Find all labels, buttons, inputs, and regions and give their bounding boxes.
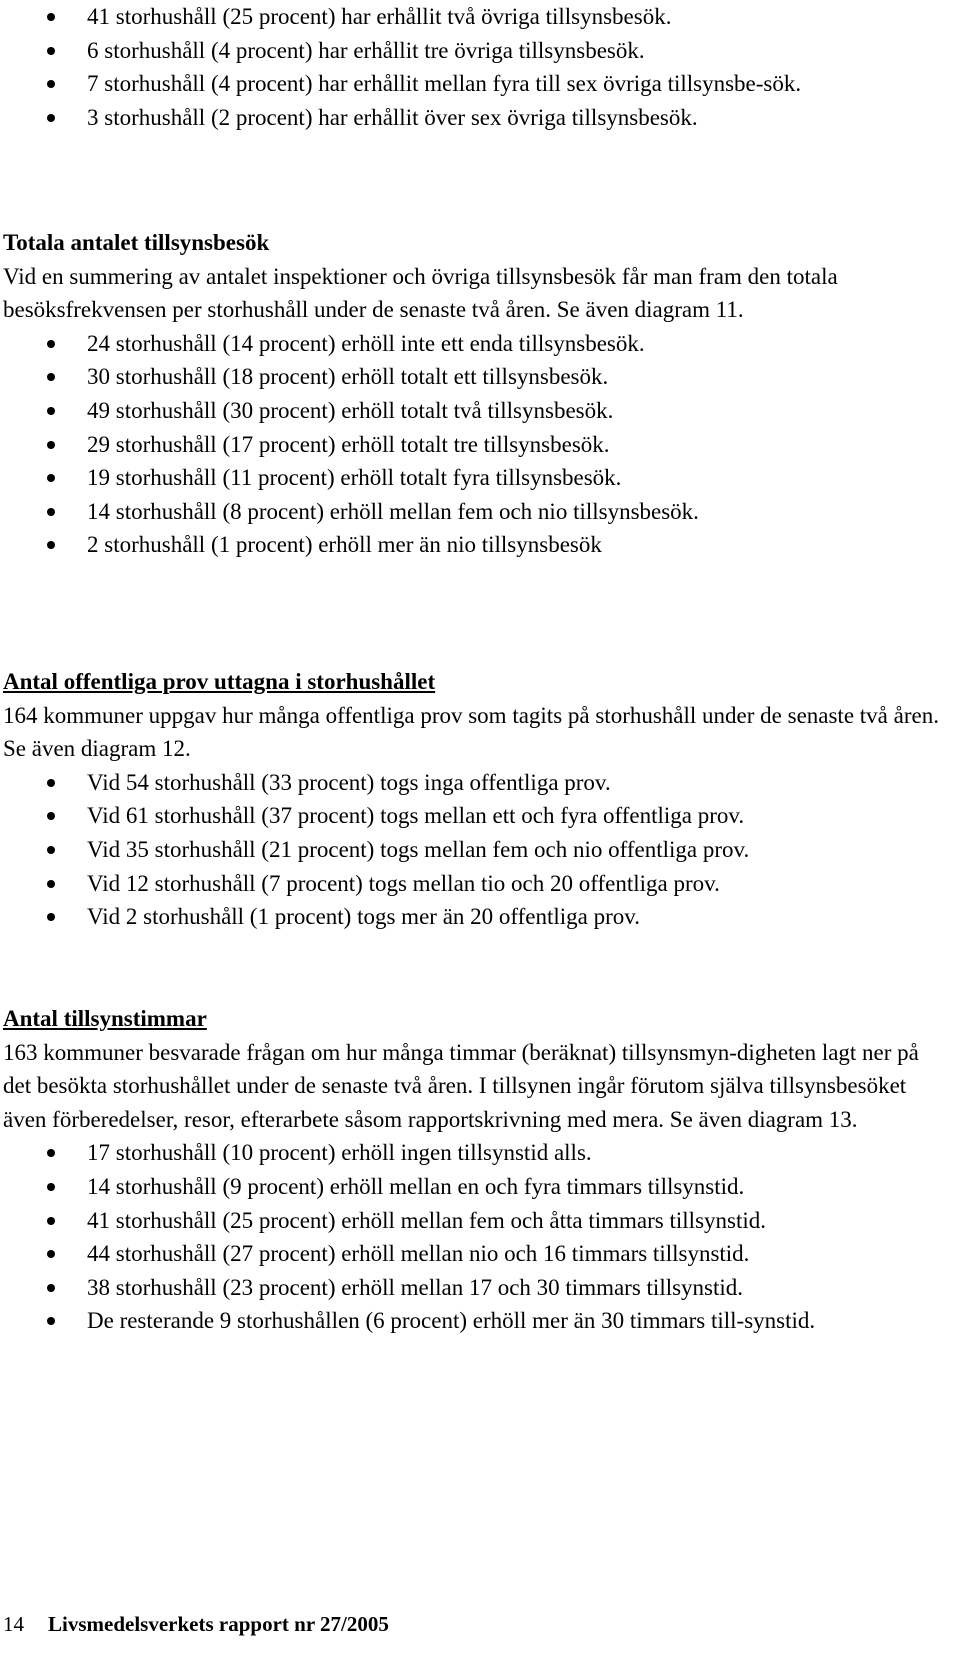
totala-section [3, 226, 948, 562]
list-item: Vid 54 storhushåll (33 procent) togs inga offentliga prov. [3, 766, 948, 800]
prov-bullet-list [3, 766, 948, 934]
bullet-icon [47, 812, 55, 820]
prov-paragraph: 164 kommuner uppgav hur många offentliga prov som tagits på storhushåll under de senaste två åren. Se även diagram 12. [3, 702, 939, 762]
timmar-bullet-list [3, 1136, 948, 1338]
report-title: Livsmedelsverkets rapport nr 27/2005 [48, 1612, 389, 1636]
bullet-icon [47, 913, 55, 921]
timmar-paragraph: 163 kommuner besvarade frågan om hur många timmar (beräknat) tillsynsmyn-digheten lagt ner på det besökta storhushållet under de senaste två åren. I tillsynen ingår förutom själva tillsynsbesöket även förberedelser, resor, efterarbete såsom rapportskrivning med mera. Se även diagram 13. [3, 1039, 919, 1132]
list-item: 29 storhushåll (17 procent) erhöll totalt tre tillsynsbesök. [3, 428, 948, 462]
list-item: 44 storhushåll (27 procent) erhöll mellan nio och 16 timmars tillsynstid. [3, 1237, 948, 1271]
totala-heading: Totala antalet tillsynsbesök [3, 230, 270, 255]
prov-heading: Antal offentliga prov uttagna i storhushållet [3, 669, 436, 694]
bullet-icon [47, 13, 55, 21]
bullet-icon [47, 1149, 55, 1157]
list-item: De resterande 9 storhushållen (6 procent) erhöll mer än 30 timmars till-synstid. [3, 1304, 948, 1338]
list-item: 38 storhushåll (23 procent) erhöll mellan 17 och 30 timmars tillsynstid. [3, 1271, 948, 1305]
timmar-section [3, 1002, 948, 1338]
bullet-icon [47, 1284, 55, 1292]
bullet-icon [47, 1217, 55, 1225]
bullet-icon [47, 1317, 55, 1325]
bullet-icon [47, 80, 55, 88]
bullet-icon [47, 47, 55, 55]
page-footer [3, 1610, 389, 1638]
list-item: 19 storhushåll (11 procent) erhöll totalt fyra tillsynsbesök. [3, 461, 948, 495]
list-item: Vid 61 storhushåll (37 procent) togs mellan ett och fyra offentliga prov. [3, 799, 948, 833]
list-item: Vid 2 storhushåll (1 procent) togs mer än 20 offentliga prov. [3, 900, 948, 934]
totala-bullet-list [3, 327, 948, 562]
bullet-icon [47, 1183, 55, 1191]
bullet-icon [47, 1250, 55, 1258]
list-item: 41 storhushåll (25 procent) har erhållit två övriga tillsynsbesök. [3, 0, 948, 34]
bullet-icon [47, 407, 55, 415]
list-item: 24 storhushåll (14 procent) erhöll inte ett enda tillsynsbesök. [3, 327, 948, 361]
intro-section [3, 0, 948, 134]
bullet-icon [47, 441, 55, 449]
bullet-icon [47, 880, 55, 888]
bullet-icon [47, 779, 55, 787]
bullet-icon [47, 474, 55, 482]
list-item: 17 storhushåll (10 procent) erhöll ingen tillsynstid alls. [3, 1136, 948, 1170]
bullet-icon [47, 373, 55, 381]
intro-bullet-list [3, 0, 948, 134]
list-item: 2 storhushåll (1 procent) erhöll mer än nio tillsynsbesök [3, 528, 948, 562]
list-item: 41 storhushåll (25 procent) erhöll mellan fem och åtta timmars tillsynstid. [3, 1204, 948, 1238]
list-item: Vid 12 storhushåll (7 procent) togs mellan tio och 20 offentliga prov. [3, 867, 948, 901]
bullet-icon [47, 114, 55, 122]
bullet-icon [47, 541, 55, 549]
bullet-icon [47, 508, 55, 516]
timmar-heading: Antal tillsynstimmar [3, 1006, 207, 1031]
list-item: 49 storhushåll (30 procent) erhöll totalt två tillsynsbesök. [3, 394, 948, 428]
totala-paragraph: Vid en summering av antalet inspektioner och övriga tillsynsbesök får man fram den totala besöksfrekvensen per storhushåll under de senaste två åren. Se även diagram 11. [3, 263, 838, 323]
list-item: 30 storhushåll (18 procent) erhöll totalt ett tillsynsbesök. [3, 360, 948, 394]
list-item: 14 storhushåll (9 procent) erhöll mellan en och fyra timmars tillsynstid. [3, 1170, 948, 1204]
bullet-icon [47, 846, 55, 854]
prov-section [3, 665, 948, 934]
list-item: Vid 35 storhushåll (21 procent) togs mellan fem och nio offentliga prov. [3, 833, 948, 867]
list-item: 7 storhushåll (4 procent) har erhållit mellan fyra till sex övriga tillsynsbe-sök. [3, 67, 948, 101]
bullet-icon [47, 340, 55, 348]
page-number: 14 [3, 1612, 24, 1636]
list-item: 6 storhushåll (4 procent) har erhållit tre övriga tillsynsbesök. [3, 34, 948, 68]
list-item: 3 storhushåll (2 procent) har erhållit över sex övriga tillsynsbesök. [3, 101, 948, 135]
list-item: 14 storhushåll (8 procent) erhöll mellan fem och nio tillsynsbesök. [3, 495, 948, 529]
